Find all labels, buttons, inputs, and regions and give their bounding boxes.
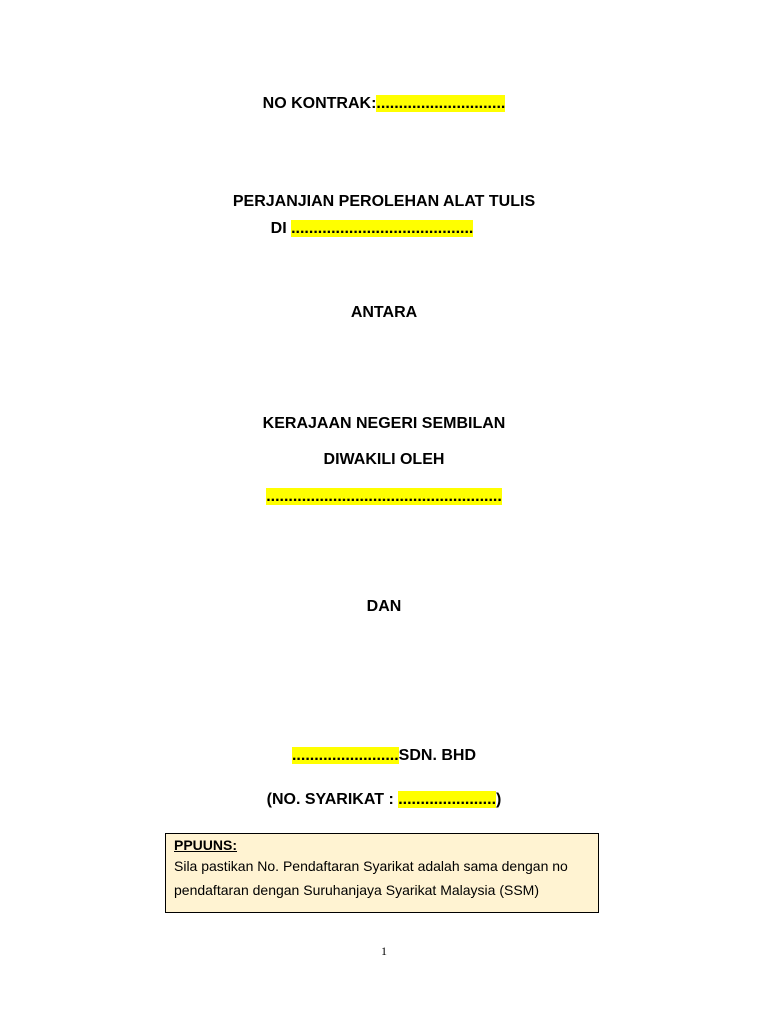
party1-name: KERAJAAN NEGERI SEMBILAN [262, 415, 506, 432]
company-suffix: SDN. BHD [398, 747, 477, 764]
company-name-line [0, 746, 768, 766]
note-title: PPUUNS: [174, 837, 238, 853]
between-text: ANTARA [350, 304, 418, 321]
between-heading [0, 303, 768, 323]
company-reg-blank: ...................... [398, 791, 497, 808]
agreement-location-prefix: DI [270, 220, 292, 237]
agreement-title [0, 192, 768, 212]
contract-number-blank: ............................. [376, 95, 506, 112]
party1-name-line [0, 414, 768, 434]
note-body: Sila pastikan No. Pendaftaran Syarikat adalah sama dengan no pendaftaran dengan Suruhanjaya Syarikat Malaysia (SSM) [174, 858, 568, 898]
and-heading [0, 597, 768, 617]
agreement-location-blank: ......................................... [291, 220, 474, 237]
company-reg-line [0, 790, 768, 810]
representative-line [0, 487, 768, 507]
page-number: 1 [381, 944, 387, 958]
company-reg-prefix: (NO. SYARIKAT : [266, 791, 399, 808]
company-name-blank: ........................ [291, 747, 399, 764]
company-reg-suffix: ) [496, 791, 502, 808]
agreement-location-line [0, 219, 756, 239]
represented-by-line [0, 450, 768, 470]
represented-by-text: DIWAKILI OLEH [323, 451, 445, 468]
contract-number-label: NO KONTRAK: [262, 95, 377, 112]
agreement-title-line1: PERJANJIAN PEROLEHAN ALAT TULIS [232, 193, 536, 210]
contract-number-line [0, 94, 768, 114]
representative-blank: ..................................................... [266, 488, 502, 505]
and-text: DAN [366, 598, 402, 615]
ppuuns-note-box [165, 833, 599, 913]
